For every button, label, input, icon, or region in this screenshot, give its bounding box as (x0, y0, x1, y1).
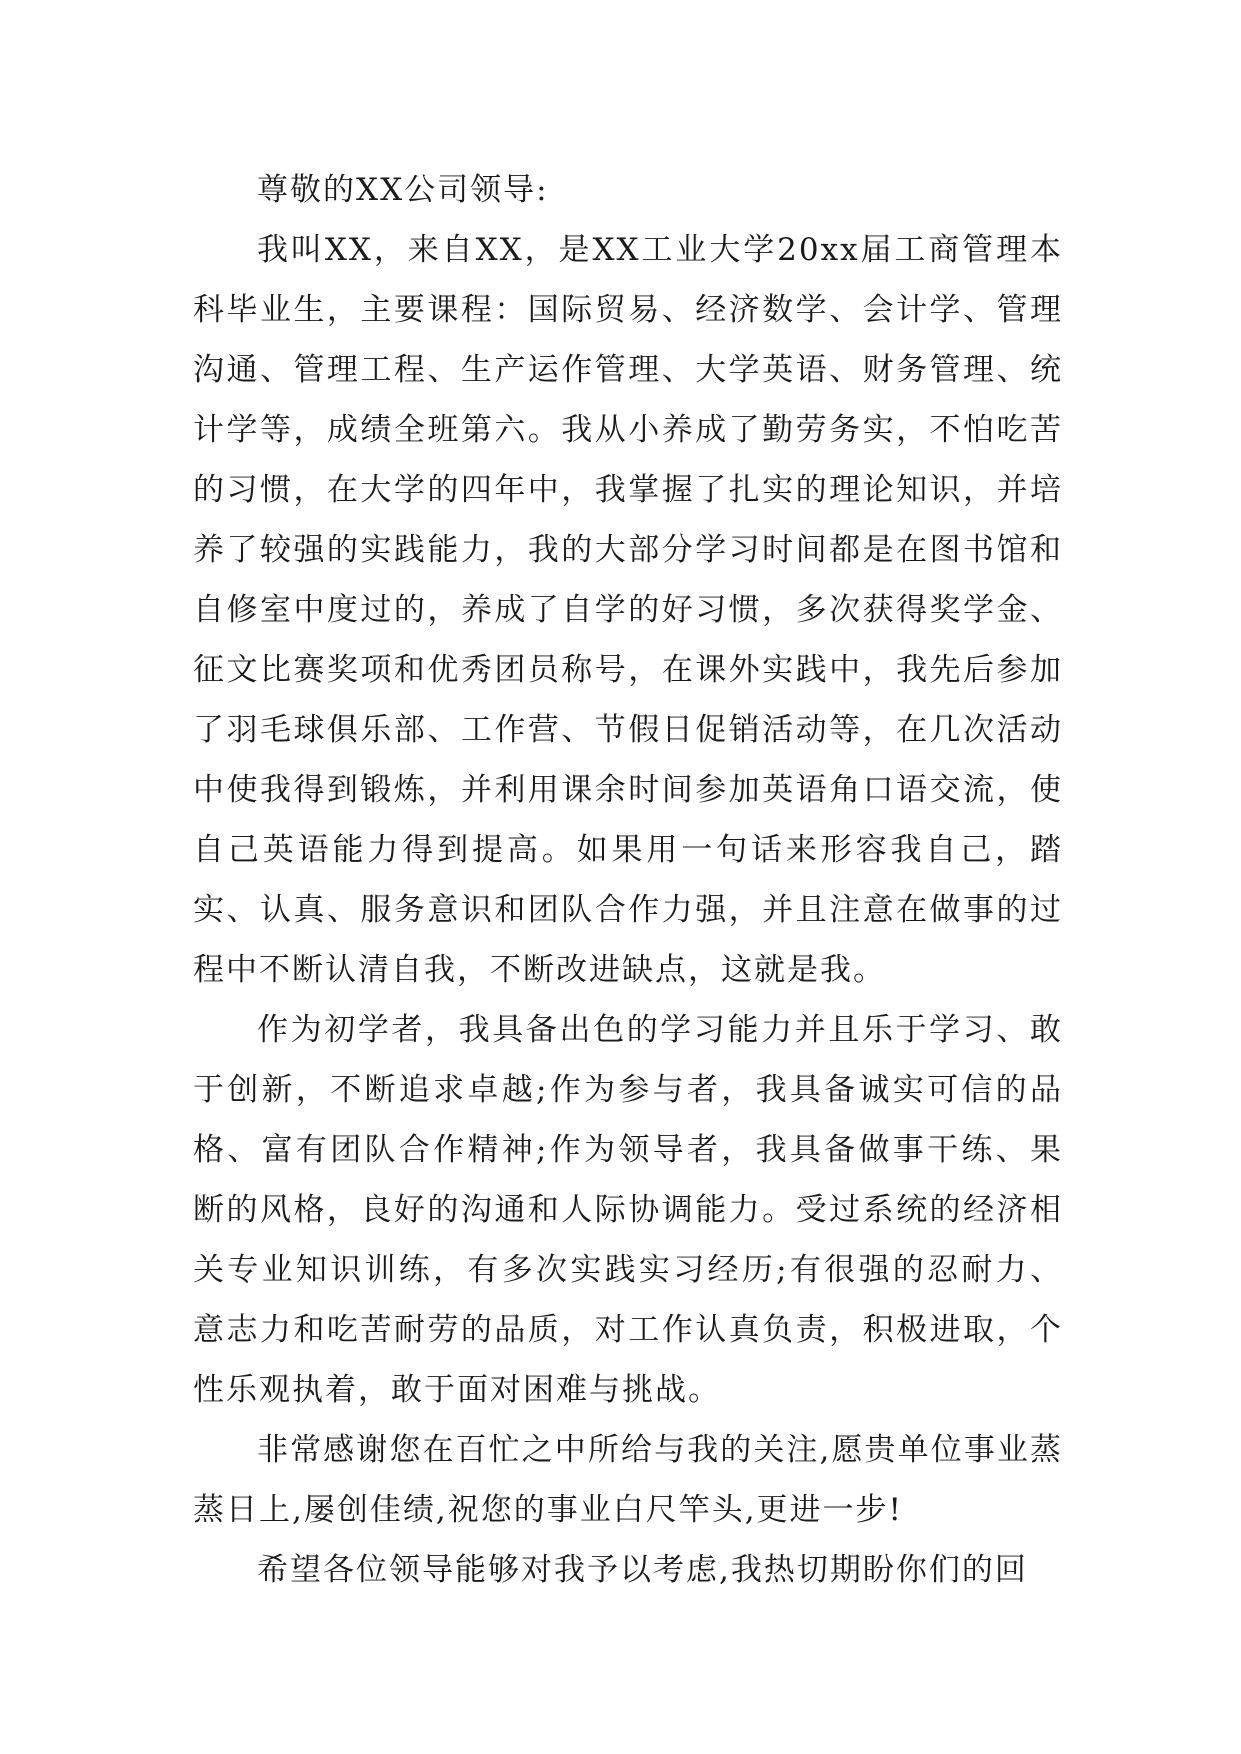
paragraph-closing: 希望各位领导能够对我予以考虑,我热切期盼你们的回 (257, 1552, 1028, 1588)
paragraph-strengths: 作为初学者，我具备出色的学习能力并且乐于学习、敢于创新，不断追求卓越;作为参与者，我具备诚实可信的品格、富有团队合作精神;作为领导者，我具备做事干练、果断的风格，良好的沟通和人际协调能力。受过系统的经济相关专业知识训练，有多次实践实习经历;有很强的忍耐力、意志力和吃苦耐劳的品质，对工作认真负责，积极进取，个性乐观执着，敢于面对困难与挑战。 (193, 1012, 1063, 1408)
paragraph-introduction: 我叫XX，来自XX，是XX工业大学20xx届工商管理本科毕业生，主要课程：国际贸易、经济数学、会计学、管理沟通、管理工程、生产运作管理、大学英语、财务管理、统计学等，成绩全班第六。我从小养成了勤劳务实，不怕吃苦的习惯，在大学的四年中，我掌握了扎实的理论知识，并培养了较强的实践能力，我的大部分学习时间都是在图书馆和自修室中度过的，养成了自学的好习惯，多次获得奖学金、征文比赛奖项和优秀团员称号，在课外实践中，我先后参加了羽毛球俱乐部、工作营、节假日促销活动等，在几次活动中使我得到锻炼，并利用课余时间参加英语角口语交流，使自己英语能力得到提高。如果用一句话来形容我自己，踏实、认真、服务意识和团队合作力强，并且注意在做事的过程中不断认清自我，不断改进缺点，这就是我。 (193, 232, 1063, 988)
cover-letter-body (193, 160, 1063, 1600)
paragraph-thanks: 非常感谢您在百忙之中所给与我的关注,愿贵单位事业蒸蒸日上,屡创佳绩,祝您的事业白尺竿头,更进一步! (193, 1432, 1063, 1528)
salutation: 尊敬的XX公司领导: (257, 172, 549, 208)
